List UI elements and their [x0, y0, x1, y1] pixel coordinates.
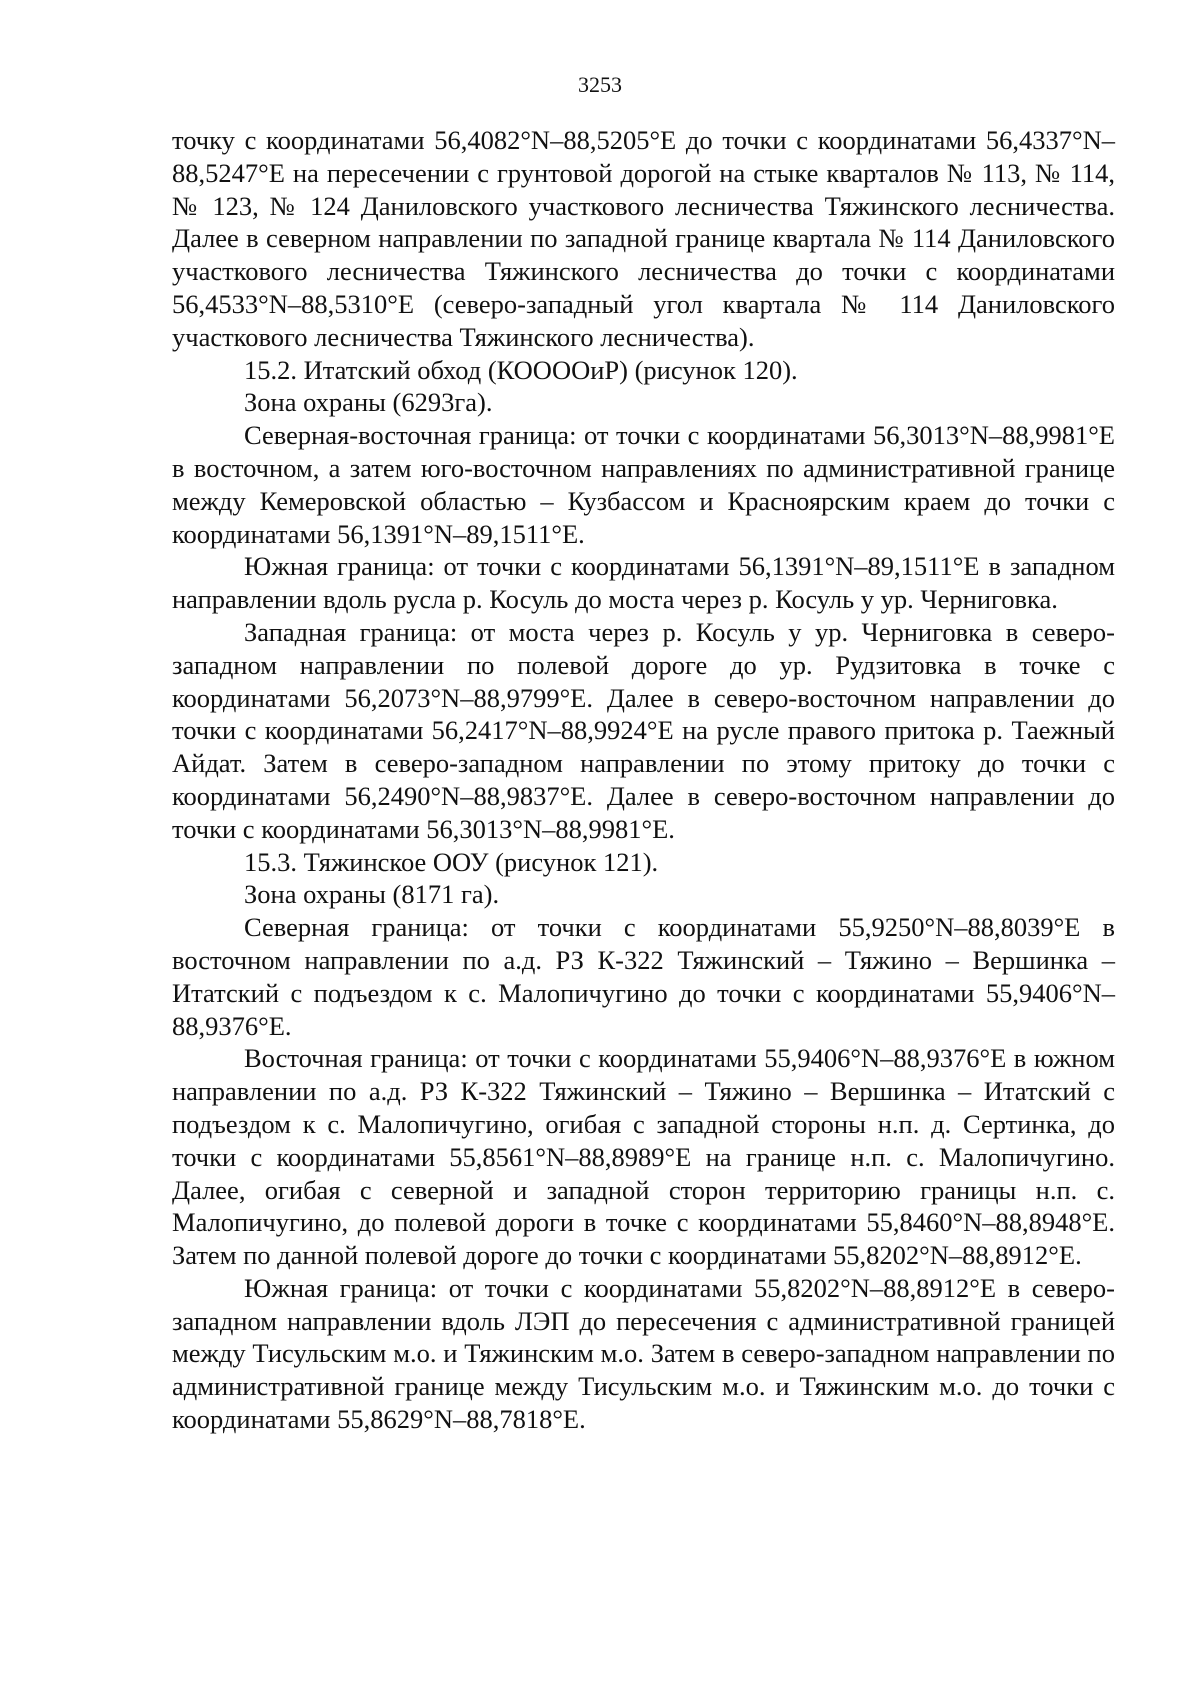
paragraph-north-boundary: Северная граница: от точки с координатами 55,9250°N–88,8039°E в восточном направлении по а.д. РЗ К-322 Тяжинский – Тяжино – Вершинка – Итатский с подъездом к с. Малопичугино до точки с координатами 55,9406°N–88,9376°E.	[172, 912, 1115, 1041]
document-body	[172, 124, 1115, 1436]
section-heading-15-2: 15.2. Итатский обход (КООООиР) (рисунок 120).	[244, 354, 798, 385]
paragraph-continuation: точку с координатами 56,4082°N–88,5205°E до точки с координатами 56,4337°N–88,5247°E на пересечении с грунтовой дорогой на стыке кварталов № 113, № 114, № 123, № 124 Даниловского участкового лесничества Тяжинского лесничества. Далее в северном направлении по западной границе квартала № 114 Даниловского участкового лесничества Тяжинского лесничества до точки с координатами 56,4533°N–88,5310°E (северо-западный угол квартала № 114 Даниловского участкового лесничества Тяжинского лесничества).	[172, 125, 1115, 352]
protection-zone-area: Зона охраны (6293га).	[244, 387, 493, 418]
paragraph-northeast-boundary: Северная-восточная граница: от точки с координатами 56,3013°N–88,9981°E в восточном, а затем юго-восточном направлениях по административной границе между Кемеровской областью – Кузбассом и Красноярским краем до точки с координатами 56,1391°N–89,1511°E.	[172, 420, 1115, 549]
paragraph-south-boundary: Южная граница: от точки с координатами 56,1391°N–89,1511°E в западном направлении вдоль русла р. Косуль до моста через р. Косуль у ур. Черниговка.	[172, 551, 1115, 615]
paragraph-east-boundary: Восточная граница: от точки с координатами 55,9406°N–88,9376°E в южном направлении по а.д. РЗ К-322 Тяжинский – Тяжино – Вершинка – Итатский с подъездом к с. Малопичугино, огибая с западной стороны н.п. д. Сертинка, до точки с координатами 55,8561°N–88,8989°E на границе н.п. с. Малопичугино. Далее, огибая с северной и западной сторон территорию границы н.п. с. Малопичугино, до полевой дороги в точке с координатами 55,8460°N–88,8948°E. Затем по данной полевой дороге до точки с координатами 55,8202°N–88,8912°E.	[172, 1043, 1115, 1271]
paragraph-west-boundary: Западная граница: от моста через р. Косуль у ур. Черниговка в северо-западном направлении по полевой дороге до ур. Рудзитовка в точке с координатами 56,2073°N–88,9799°E. Далее в северо-восточном направлении до точки с координатами 56,2417°N–88,9924°E на русле правого притока р. Таежный Айдат. Затем в северо-западном направлении по этому притоку до точки с координатами 56,2490°N–88,9837°E. Далее в северо-восточном направлении до точки с координатами 56,3013°N–88,9981°E.	[172, 616, 1115, 844]
protection-zone-area: Зона охраны (8171 га).	[244, 879, 500, 910]
section-heading-15-3: 15.3. Тяжинское ООУ (рисунок 121).	[244, 846, 659, 877]
paragraph-south-boundary: Южная граница: от точки с координатами 55,8202°N–88,8912°E в северо-западном направлении вдоль ЛЭП до пересечения с административной границей между Тисульским м.о. и Тяжинским м.о. Затем в северо-западном направлении по административной границе между Тисульским м.о. и Тяжинским м.о. до точки с координатами 55,8629°N–88,7818°E.	[172, 1272, 1115, 1435]
page-number: 3253	[578, 72, 622, 97]
